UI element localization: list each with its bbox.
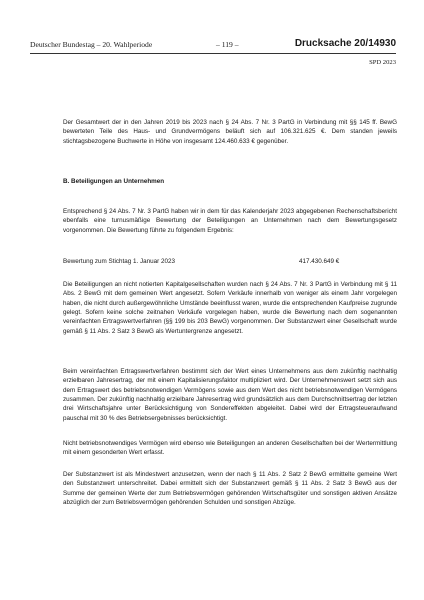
report-period: SPD 2023 [369, 59, 396, 66]
valuation-label: Bewertung zum Stichtag 1. Januar 2023 [63, 258, 176, 265]
page-header [30, 39, 396, 51]
paragraph-valuation-intro: Entsprechend § 24 Abs. 7 Nr. 3 PartG haben wir in dem für das Kalenderjahr 2023 abgegebenen Rechenschaftsbericht ebenfalls eine turnusmäßige Bewertung der Beteiligungen an Unternehmen nach dem Bewertungsgesetz vorgenommen. Die Bewertung führte zu folgendem Ergebnis: [63, 208, 397, 234]
valuation-amount: 417.430.649 € [299, 258, 340, 265]
paragraph-substance-value: Der Substanzwert ist als Mindestwert anzusetzen, wenn der nach § 11 Abs. 2 Satz 2 BewG ermittelte gemeine Wert den Substanzwert unterschreitet. Dabei ermittelt sich der Substanzwert gemäß § 11 Abs. 2 Satz 3 BewG aus der Summe der gemeinen Werte der zum Betriebsvermögen gehörenden Wirtschaftsgüter und sonstigen aktiven Ansätze abzüglich der zum Betriebsvermögen gehörenden Schulden und sonstigen Abzüge. [63, 471, 397, 507]
header-document-number: Drucksache 20/14930 [294, 38, 396, 49]
header-page-number: – 119 – [216, 40, 239, 49]
paragraph-total-value: Der Gesamtwert der in den Jahren 2019 bis 2023 nach § 24 Abs. 7 Nr. 3 PartG in Verbindung mit §§ 145 ff. BewG bewerteten Teile des Haus- und Grundvermögens beläuft sich auf 106.321.625 €. Dem standen jeweils stichtagsbezogene Buchwerte in Höhe von insgesamt 124.460.633 € gegenüber. [63, 119, 397, 145]
section-heading-b: B. Beteiligungen an Unternehmen [63, 178, 165, 185]
header-rule [30, 53, 396, 54]
paragraph-non-operating: Nicht betriebsnotwendiges Vermögen wird ebenso wie Beteiligungen an anderen Gesellschaften bei der Wertermittlung mit einem gesonderten Wert erfasst. [63, 440, 397, 457]
paragraph-participations: Die Beteiligungen an nicht notierten Kapitalgesellschaften wurden nach § 24 Abs. 7 Nr. 3 PartG in Verbindung mit § 11 Abs. 2 BewG mit dem gemeinen Wert angesetzt. Sofern Verkäufe innerhalb von weniger als einem Jahr vorgelegen haben, die nicht durch außergewöhnliche Umstände beeinflusst waren, wurde die entsprechenden Kaufpreise zugrunde gelegt. Sofern keine solche zeitnahen Verkäufe vorgelegen haben, wurde die Bewertung nach dem sogenannten vereinfachten Ertragswertverfahren (§§ 199 bis 203 BewG) vorgenommen. Der Substanzwert einer Gesellschaft wurde gemäß § 11 Abs. 2 Satz 3 BewG als Wertuntergrenze angesetzt. [63, 281, 397, 335]
paragraph-earnings-method: Beim vereinfachten Ertragswertverfahren bestimmt sich der Wert eines Unternehmens aus dem zukünftig nachhaltig erzielbaren Jahresertrag, der mit einem Kapitalisierungsfaktor multipliziert wird. Der Unternehmenswert setzt sich aus dem Ertragswert des betriebsnotwendigen Vermögens sowie aus dem Wert des nicht betriebsnotwendigen Vermögens zusammen. Der zukünftig nachhaltig erzielbare Jahresertrag wird grundsätzlich aus dem Durchschnittsertrag der letzten drei Wirtschaftsjahre unter Berücksichtigung von Sondereffekten abgeleitet. Dabei wird der Ertragsteueraufwand pauschal mit 30 % des Betriebsergebnisses berücksichtigt. [63, 368, 397, 422]
valuation-row [63, 257, 397, 266]
header-parliament: Deutscher Bundestag – 20. Wahlperiode [30, 40, 153, 49]
